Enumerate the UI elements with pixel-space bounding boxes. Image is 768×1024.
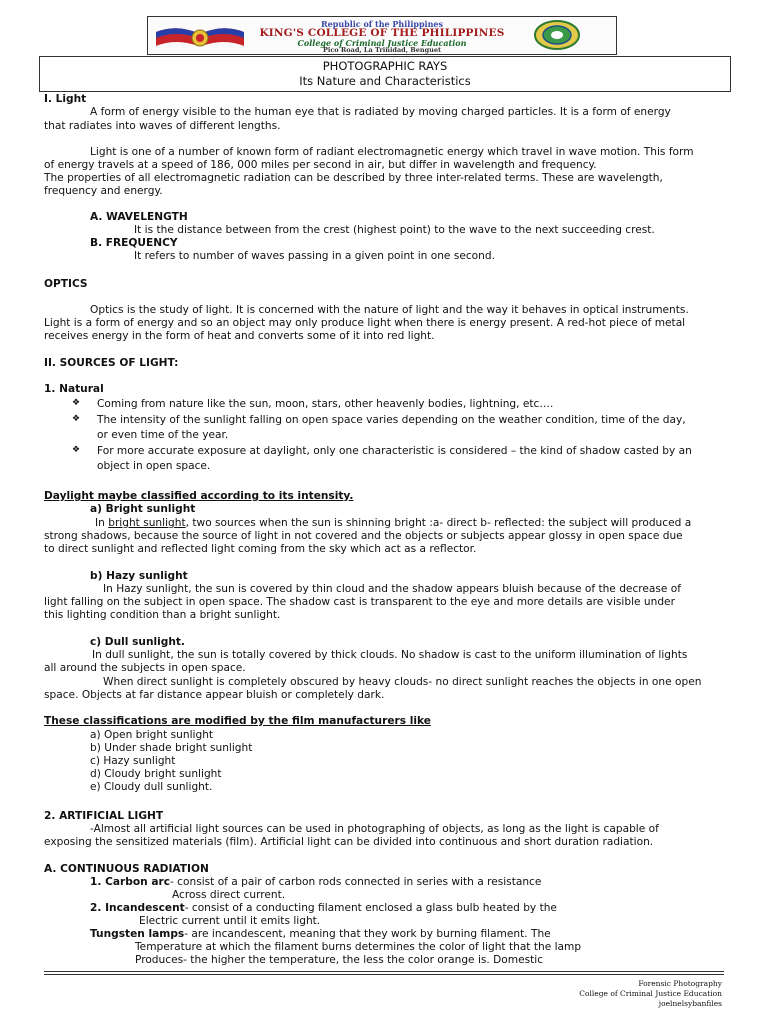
diamond-bullet-icon: ❖: [72, 445, 81, 455]
frequency-text: It refers to number of waves passing in a given point in one second.: [134, 250, 495, 262]
paragraph-line: A form of energy visible to the human eye that is radiated by moving charged particles. It is a form of energy: [90, 106, 671, 118]
list-item: d) Cloudy bright sunlight: [90, 768, 222, 780]
paragraph-line: light falling on the subject in open space. The shadow cast is transparent to the eye and more details are visible under: [44, 596, 675, 608]
section-light-heading: I. Light: [44, 93, 87, 105]
paragraph-line: In Hazy sunlight, the sun is covered by thin cloud and the shadow appears bluish because of the decrease of: [103, 583, 682, 595]
republic-line: Republic of the Philippines: [320, 19, 443, 29]
artificial-light-heading: 2. ARTIFICIAL LIGHT: [44, 810, 164, 822]
department-name: College of Criminal Justice Education: [297, 38, 467, 48]
paragraph-line: In bright sunlight, two sources when the sun is shinning bright :a- direct b- reflected: the subject will produced a: [95, 517, 692, 529]
paragraph-line: Temperature at which the filament burns determines the color of light that the lamp: [135, 941, 582, 953]
footer-author: joelnelsybanfiles: [658, 999, 722, 1008]
bright-sunlight-term: bright sunlight: [108, 517, 186, 529]
footer-divider: [44, 971, 724, 972]
natural-heading: 1. Natural: [44, 383, 104, 395]
paragraph-line: that radiates into waves of different lengths.: [44, 120, 281, 132]
paragraph-line: space. Objects at far distance appear bluish or completely dark.: [44, 689, 385, 701]
list-item: b) Under shade bright sunlight: [90, 742, 253, 754]
list-item: c) Hazy sunlight: [90, 755, 176, 767]
bullet-item: The intensity of the sunlight falling on open space varies depending on the weather condition, time of the day,: [97, 414, 686, 426]
list-item: e) Cloudy dull sunlight.: [90, 781, 213, 793]
paragraph-line: frequency and energy.: [44, 185, 163, 197]
paragraph-line: of energy travels at a speed of 186, 000 miles per second in air, but differ in wavelength and frequency.: [44, 159, 597, 171]
paragraph-line: Across direct current.: [172, 889, 286, 901]
paragraph-line: The properties of all electromagnetic radiation can be described by three inter-related terms. These are wavelength,: [44, 172, 663, 184]
diamond-bullet-icon: ❖: [72, 398, 81, 408]
list-item: a) Open bright sunlight: [90, 729, 214, 741]
carbon-arc-item: 1. Carbon arc- consist of a pair of carbon rods connected in series with a resistance: [90, 876, 542, 888]
wavelength-text: It is the distance between from the crest (highest point) to the wave to the next succeeding crest.: [134, 224, 655, 236]
bright-sunlight-heading: a) Bright sunlight: [90, 503, 196, 515]
film-classification-heading: These classifications are modified by the film manufacturers like: [44, 715, 431, 727]
frequency-heading: B. FREQUENCY: [90, 237, 178, 249]
paragraph-line: this lighting condition than a bright sunlight.: [44, 609, 281, 621]
bullet-item: For more accurate exposure at daylight, only one characteristic is considered – the kind of shadow casted by an: [97, 445, 692, 457]
paragraph-line: Light is one of a number of known form of radiant electromagnetic energy which travel in wave motion. This form: [90, 146, 694, 158]
hazy-sunlight-heading: b) Hazy sunlight: [90, 570, 188, 582]
footer-divider: [44, 974, 724, 975]
paragraph-line: Produces- the higher the temperature, the less the color orange is. Domestic: [135, 954, 544, 966]
footer-department: College of Criminal Justice Education: [579, 989, 722, 998]
continuous-radiation-heading: A. CONTINUOUS RADIATION: [44, 863, 209, 875]
paragraph-line: all around the subjects in open space.: [44, 662, 246, 674]
paragraph-line: Optics is the study of light. It is concerned with the nature of light and the way it behaves in optical instruments.: [90, 304, 689, 316]
paragraph-line: -Almost all artificial light sources can be used in photographing of objects, as long as the light is capable of: [90, 823, 659, 835]
paragraph-line: receives energy in the form of heat and converts some of it into red light.: [44, 330, 435, 342]
college-address: Pico Road, La Trinidad, Benguet: [322, 46, 442, 54]
paragraph-line: In dull sunlight, the sun is totally covered by thick clouds. No shadow is cast to the uniform illumination of lights: [92, 649, 688, 661]
paragraph-line: Light is a form of energy and so an object may only produce light when there is energy present. A red-hot piece of metal: [44, 317, 686, 329]
paragraph-line: When direct sunlight is completely obscured by heavy clouds- no direct sunlight reaches the objects in one open: [103, 676, 702, 688]
page-subtitle: Its Nature and Characteristics: [299, 74, 471, 88]
section-sources-heading: II. SOURCES OF LIGHT:: [44, 357, 179, 369]
daylight-heading: Daylight maybe classified according to its intensity.: [44, 490, 354, 502]
tungsten-lamps-item: Tungsten lamps- are incandescent, meaning that they work by burning filament. The: [90, 928, 551, 940]
college-name: KING'S COLLEGE OF THE PHILIPPINES: [259, 27, 505, 39]
paragraph-line: strong shadows, because the source of light in not covered and the objects or subjects appear glossy in open space due: [44, 530, 683, 542]
paragraph-line: Electric current until it emits light.: [139, 915, 321, 927]
title-box: [39, 56, 731, 92]
optics-heading: OPTICS: [44, 278, 88, 290]
bullet-item-continued: or even time of the year.: [97, 429, 229, 441]
footer-course: Forensic Photography: [638, 979, 722, 988]
paragraph-line: to direct sunlight and reflected light coming from the sky which act as a reflector.: [44, 543, 477, 555]
dull-sunlight-heading: c) Dull sunlight.: [90, 636, 185, 648]
bullet-item-continued: object in open space.: [97, 460, 211, 472]
paragraph-line: exposing the sensitized materials (film). Artificial light can be divided into continuous and short duration radiation.: [44, 836, 654, 848]
diamond-bullet-icon: ❖: [72, 414, 81, 424]
bullet-item: Coming from nature like the sun, moon, stars, other heavenly bodies, lightning, etc….: [97, 398, 554, 410]
page-title: PHOTOGRAPHIC RAYS: [322, 59, 448, 73]
college-header-banner: [147, 16, 617, 55]
incandescent-item: 2. Incandescent- consist of a conducting filament enclosed a glass bulb heated by the: [90, 902, 557, 914]
wavelength-heading: A. WAVELENGTH: [90, 211, 188, 223]
